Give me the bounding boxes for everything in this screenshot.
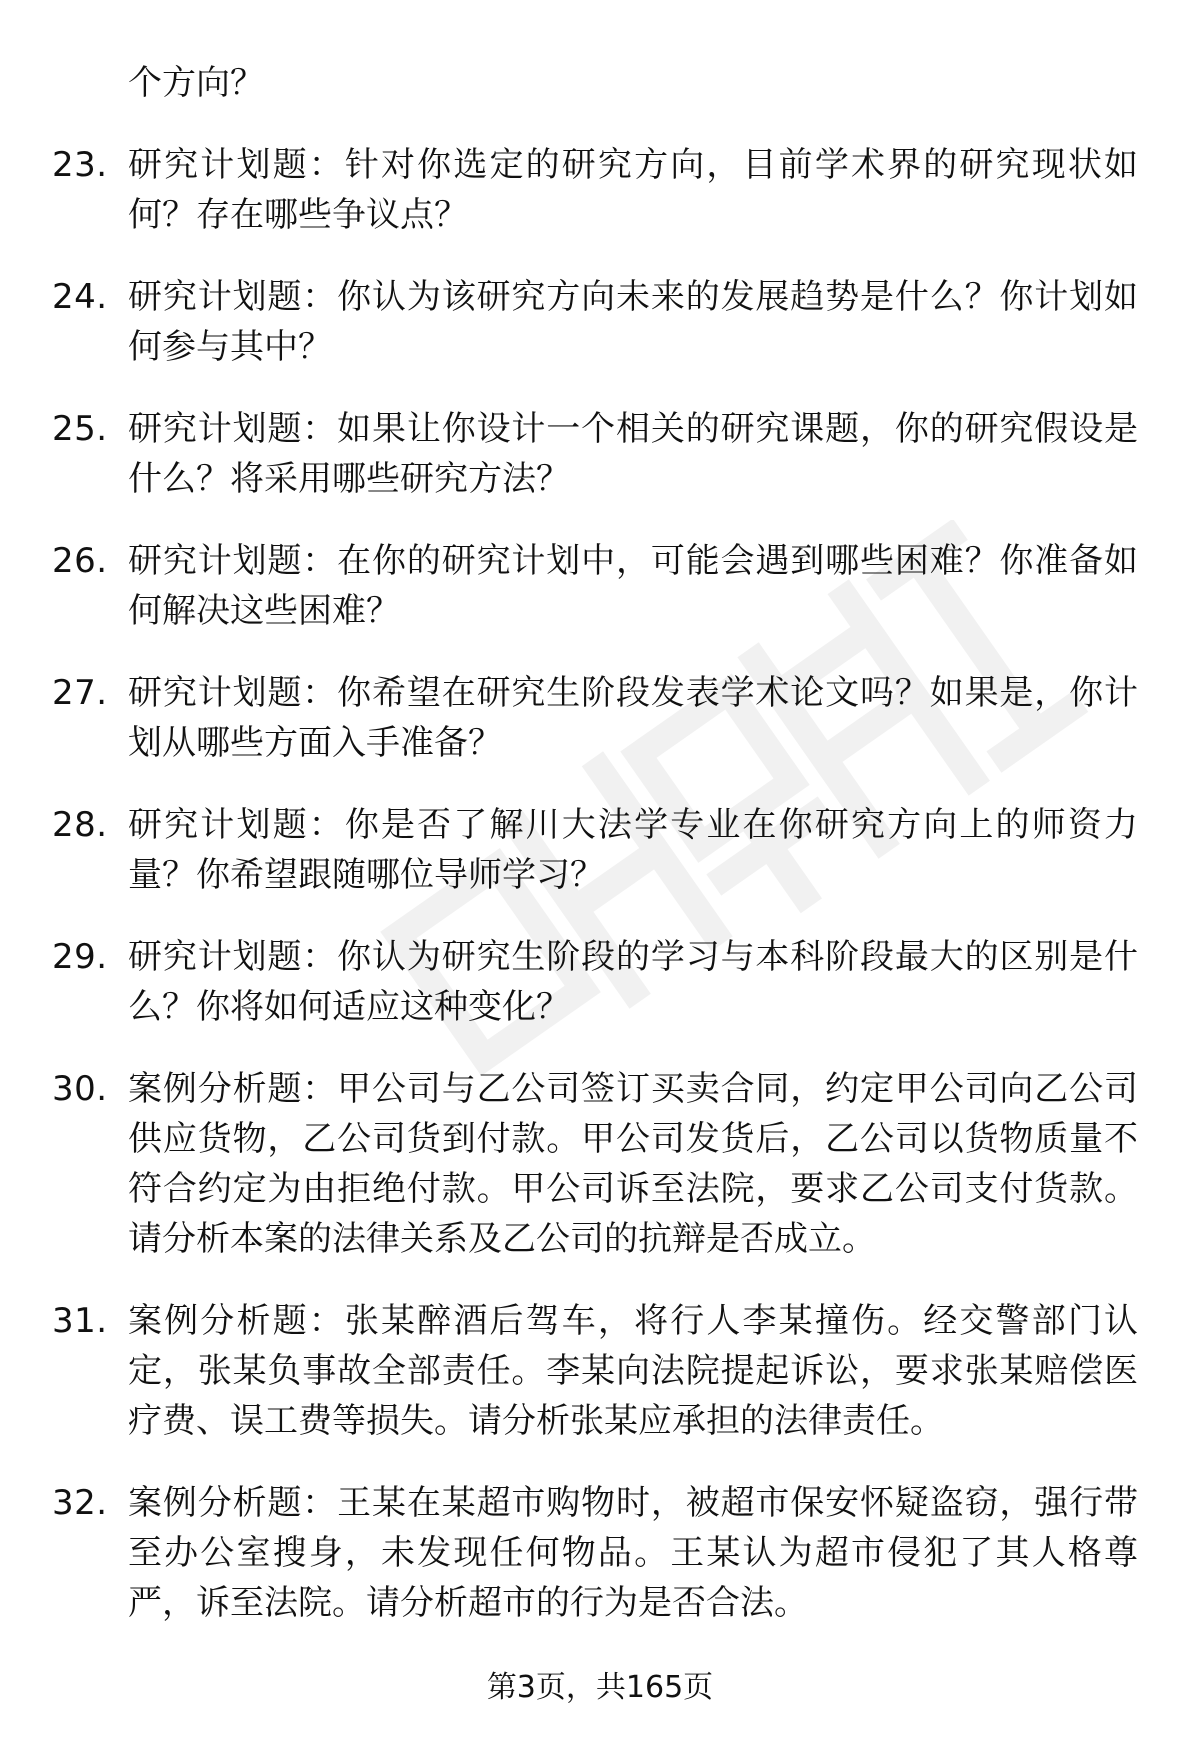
question-number: 28. — [52, 805, 108, 845]
question-number: 26. — [52, 541, 108, 581]
question-text: 研究计划题：你是否了解川大法学专业在你研究方向上的师资力量？你希望跟随哪位导师学习？ — [128, 805, 1138, 895]
question-number: 30. — [52, 1069, 108, 1109]
question-number: 23. — [52, 145, 108, 185]
question-item — [0, 1478, 1200, 1628]
question-text: 案例分析题：张某醉酒后驾车，将行人李某撞伤。经交警部门认定，张某负事故全部责任。李某向法院提起诉讼，要求张某赔偿医疗费、误工费等损失。请分析张某应承担的法律责任。 — [128, 1301, 1138, 1441]
question-number: 24. — [52, 277, 108, 317]
question-text: 研究计划题：在你的研究计划中，可能会遇到哪些困难？你准备如何解决这些困难？ — [128, 541, 1138, 631]
question-text: 案例分析题：甲公司与乙公司签订买卖合同，约定甲公司向乙公司供应货物，乙公司货到付款。甲公司发货后，乙公司以货物质量不符合约定为由拒绝付款。甲公司诉至法院，要求乙公司支付货款。请分析本案的法律关系及乙公司的抗辩是否成立。 — [128, 1069, 1138, 1259]
question-number: 32. — [52, 1483, 108, 1523]
question-list — [0, 140, 1200, 1660]
question-text: 研究计划题：你认为研究生阶段的学习与本科阶段最大的区别是什么？你将如何适应这种变化？ — [128, 937, 1138, 1027]
question-item — [0, 668, 1200, 768]
question-text: 研究计划题：你认为该研究方向未来的发展趋势是什么？你计划如何参与其中？ — [128, 277, 1138, 367]
question-item — [0, 932, 1200, 1032]
question-item — [0, 1064, 1200, 1264]
question-item — [0, 272, 1200, 372]
question-number: 29. — [52, 937, 108, 977]
question-number: 27. — [52, 673, 108, 713]
question-item — [0, 800, 1200, 900]
question-item — [0, 140, 1200, 240]
question-item — [0, 536, 1200, 636]
question-number: 31. — [52, 1301, 108, 1341]
page-footer: 第3页，共165页 — [486, 1670, 714, 1705]
continuation-text: 个方向？ — [128, 63, 264, 103]
question-text: 研究计划题：针对你选定的研究方向，目前学术界的研究现状如何？存在哪些争议点？ — [128, 145, 1138, 235]
question-number: 25. — [52, 409, 108, 449]
question-text: 研究计划题：如果让你设计一个相关的研究课题，你的研究假设是什么？将采用哪些研究方法？ — [128, 409, 1138, 499]
question-item — [0, 1296, 1200, 1446]
question-text: 案例分析题：王某在某超市购物时，被超市保安怀疑盗窃，强行带至办公室搜身，未发现任何物品。王某认为超市侵犯了其人格尊严，诉至法院。请分析超市的行为是否合法。 — [128, 1483, 1138, 1623]
question-item — [0, 404, 1200, 504]
question-text: 研究计划题：你希望在研究生阶段发表学术论文吗？如果是，你计划从哪些方面入手准备？ — [128, 673, 1138, 763]
